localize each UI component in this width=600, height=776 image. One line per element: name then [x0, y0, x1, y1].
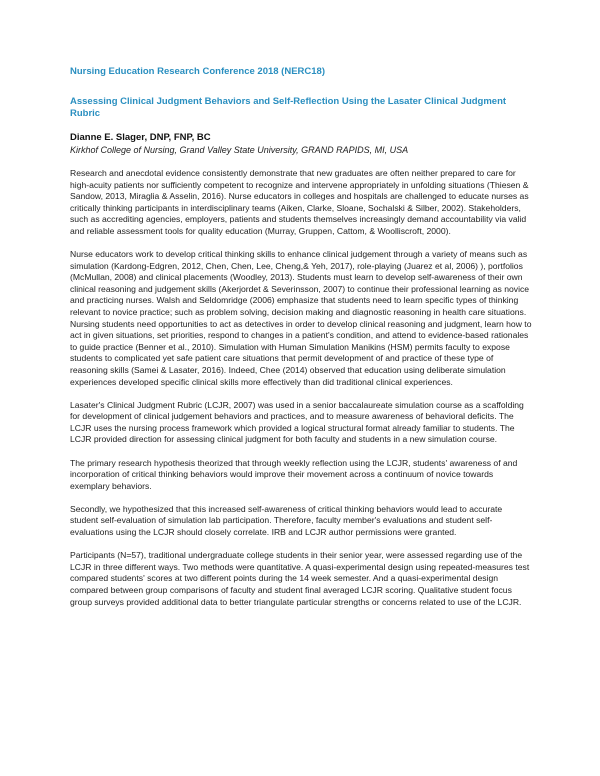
body-paragraph-2: Nurse educators work to develop critical thinking skills to enhance clinical judgement through a variety of means such as simulation (Kardong-Edgren, 2012, Chen, Chen, Lee, Cheng,& Yeh, 2017), role-playing (Juarez et al, 2006) ), portfolios (McMullan, 2008) and clinical placements (Woodley, 2013). Students must learn to develop self-awareness of their own clinical reasoning and judgement skills (Akerjordet & Severinsson, 2007) to continue their professional learning as novice and practicing nurses. Walsh and Seldomridge (2006) emphasize that students need to learn specific types of thinking relevant to novice practice; such as problem solving, decision making and diagnostic reasoning in health care situations. Nursing students need opportunities to act as detectives in order to develop clinical reasoning and judgment, learn how to act in given situations, set priorities, respond to changes in a patient's condition, and attend to evidence-based rationales to guide practice (Benner et al., 2010). Simulation with Human Simulation Manikins (HSM) permits faculty to expose students to complicated yet safe patient care situations that permit development of and practice of these type of reasoning skills (Samei & Lasater, 2016). Indeed, Chee (2014) observed that education using deliberate simulation experiences developed specific clinical skills more effectively than did traditional clinical experiences. [70, 249, 532, 387]
paper-title: Assessing Clinical Judgment Behaviors and Self-Reflection Using the Lasater Clinical Judgment Rubric [70, 96, 507, 119]
body-paragraph-3: Lasater's Clinical Judgment Rubric (LCJR, 2007) was used in a senior baccalaureate simulation course as a scaffolding for development of clinical judgement behaviors and practices, and to measure awareness of behavioral deficits. The LCJR uses the nursing process framework which provided a logical structural format already familiar to students. The LCJR provided direction for assessing clinical judgment for both faculty and students in a new simulation course. [70, 399, 524, 445]
document-page [70, 66, 532, 620]
body-paragraph-5: Secondly, we hypothesized that this increased self-awareness of critical thinking behaviors would lead to accurate student self-evaluation of simulation lab participation. Therefore, faculty member's evaluations and student self-evaluations using the LCJR should closely correlate. IRB and LCJR author permissions were granted. [70, 503, 503, 538]
body-paragraph-6: Participants (N=57), traditional undergraduate college students in their senior year, were assessed regarding use of the LCJR in three different ways. Two methods were quantitative. A quasi-experimental design using repeated-measures test compared students' scores at two different points during the 14 week semester. And a quasi-experimental design compared between group comparisons of faculty and student final averaged LCJR scoring. Qualitative student focus group surveys provided additional data to better triangulate particular strengths or concerns related to use of the LCJR. [70, 550, 530, 607]
author-name: Dianne E. Slager, DNP, FNP, BC [70, 132, 211, 143]
body-paragraph-1: Research and anecdotal evidence consistently demonstrate that new graduates are often neither prepared to care for high-acuity patients nor sufficiently competent to recognize and intervene appropriately in unfolding situations (Thiesen & Sandow, 2013, Miraglia & Asselin, 2016). Nurse educators in colleges and hospitals are challenged to educate nurses as critically thinking participants in interdisciplinary teams (Aiken, Clarke, Sloane, Sochalski & Silber, 2002). Stakeholders, such as accrediting agencies, employers, patients and students themselves increasingly demand accountability via valid and reliable assessment tools for quality education (Murray, Gruppen, Cattom, & Woolliscroft, 2000). [70, 168, 529, 236]
conference-title: Nursing Education Research Conference 2018 (NERC18) [70, 66, 325, 77]
author-affiliation: Kirkhof College of Nursing, Grand Valley State University, GRAND RAPIDS, MI, USA [70, 145, 409, 155]
body-paragraph-4: The primary research hypothesis theorized that through weekly reflection using the LCJR, students' awareness of and incorporation of critical thinking behaviors would improve their movement across a continuum of novice towards exemplary behaviors. [70, 457, 518, 491]
